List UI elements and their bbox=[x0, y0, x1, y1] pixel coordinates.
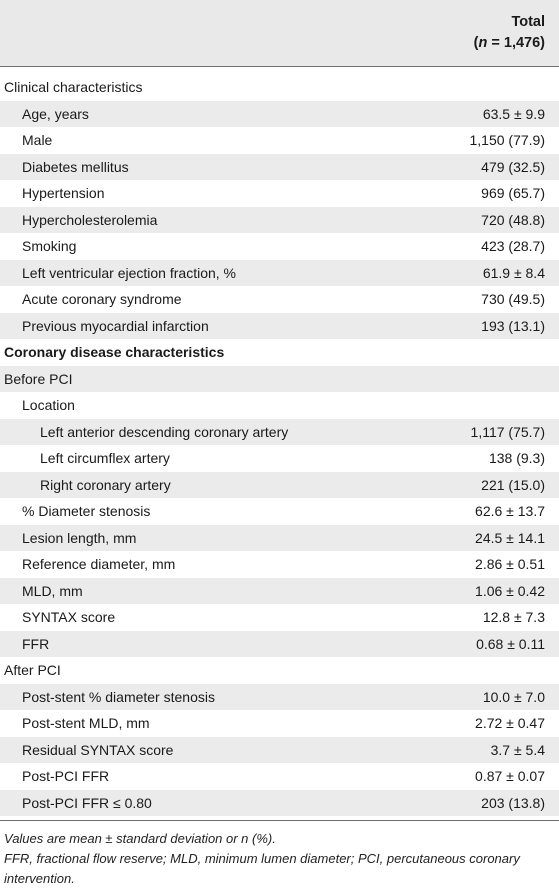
row-label: Left ventricular ejection fraction, % bbox=[22, 264, 236, 281]
header-rule bbox=[0, 66, 559, 67]
row-label: Residual SYNTAX score bbox=[22, 741, 174, 758]
row-value: 0.87 ± 0.07 bbox=[475, 768, 545, 784]
row-value: 730 (49.5) bbox=[481, 291, 545, 307]
row-label: Post-PCI FFR ≤ 0.80 bbox=[22, 794, 152, 811]
row-label: Before PCI bbox=[4, 370, 73, 387]
total-n bbox=[474, 33, 545, 54]
row-label: Lesion length, mm bbox=[22, 529, 137, 546]
row-label: Diabetes mellitus bbox=[22, 158, 129, 175]
table-row bbox=[0, 763, 559, 790]
table-row bbox=[0, 233, 559, 260]
table-row bbox=[0, 419, 559, 446]
row-value: 221 (15.0) bbox=[481, 476, 545, 493]
row-label: After PCI bbox=[4, 662, 61, 678]
n-prefix: ( bbox=[473, 35, 479, 51]
row-label: % Diameter stenosis bbox=[22, 503, 151, 519]
table-row bbox=[0, 472, 559, 499]
row-value: 63.5 ± 9.9 bbox=[482, 105, 545, 122]
row-label: Hypertension bbox=[22, 185, 105, 201]
row-label: Right coronary artery bbox=[40, 476, 171, 493]
row-value: 62.6 ± 13.7 bbox=[475, 503, 545, 519]
table-row bbox=[0, 260, 559, 287]
table-row bbox=[0, 551, 559, 578]
row-label: FFR bbox=[22, 635, 50, 652]
row-value: 720 (48.8) bbox=[481, 211, 545, 228]
row-label: Clinical characteristics bbox=[4, 79, 143, 95]
row-label: SYNTAX score bbox=[22, 609, 116, 625]
table-row bbox=[0, 684, 559, 711]
table-row bbox=[0, 445, 559, 472]
table-body bbox=[0, 74, 559, 816]
table-row bbox=[0, 710, 559, 737]
table-row bbox=[0, 101, 559, 128]
row-value: 3.7 ± 5.4 bbox=[490, 741, 545, 758]
row-value: 61.9 ± 8.4 bbox=[482, 264, 545, 281]
row-label: Previous myocardial infarction bbox=[22, 317, 209, 334]
table-row bbox=[0, 604, 559, 631]
table-row bbox=[0, 392, 559, 419]
table-row bbox=[0, 286, 559, 313]
row-label: Male bbox=[22, 132, 53, 148]
row-value: 203 (13.8) bbox=[481, 794, 545, 811]
row-value: 1.06 ± 0.42 bbox=[475, 582, 545, 599]
row-label: Left anterior descending coronary artery bbox=[40, 423, 289, 440]
table-row bbox=[0, 127, 559, 154]
table-row bbox=[0, 578, 559, 605]
table-row bbox=[0, 180, 559, 207]
row-value: 1,150 (77.9) bbox=[469, 132, 545, 148]
row-value: 138 (9.3) bbox=[488, 450, 545, 466]
row-value: 423 (28.7) bbox=[481, 238, 545, 254]
table-row bbox=[0, 631, 559, 658]
table-row bbox=[0, 737, 559, 764]
table-row bbox=[0, 525, 559, 552]
table-row bbox=[0, 74, 559, 101]
table-row bbox=[0, 498, 559, 525]
table-row bbox=[0, 366, 559, 393]
footnote-abbreviations: FFR, fractional flow reserve; MLD, minimum lumen diameter; PCI, percutaneous coronary intervention. bbox=[4, 851, 520, 886]
table-row bbox=[0, 657, 559, 684]
n-value: = 1,476) bbox=[487, 35, 545, 51]
n-variable: n bbox=[478, 35, 488, 51]
row-label: MLD, mm bbox=[22, 582, 83, 599]
row-label: Location bbox=[22, 397, 75, 413]
table-header bbox=[0, 0, 559, 66]
table-row bbox=[0, 207, 559, 234]
table-row bbox=[0, 339, 559, 366]
row-label: Left circumflex artery bbox=[40, 450, 170, 466]
row-label: Acute coronary syndrome bbox=[22, 291, 182, 307]
row-value: 479 (32.5) bbox=[481, 158, 545, 175]
row-label: Age, years bbox=[22, 105, 89, 122]
row-value: 0.68 ± 0.11 bbox=[476, 635, 545, 652]
row-label: Post-PCI FFR bbox=[22, 768, 110, 784]
row-value: 1,117 (75.7) bbox=[470, 423, 545, 440]
row-label: Reference diameter, mm bbox=[22, 556, 176, 572]
row-label: Hypercholesterolemia bbox=[22, 211, 158, 228]
footnote-values: Values are mean ± standard deviation or n (%). bbox=[4, 831, 276, 846]
table-row bbox=[0, 790, 559, 817]
row-value: 969 (65.7) bbox=[481, 185, 545, 201]
total-label: Total bbox=[511, 14, 545, 30]
row-label: Post-stent % diameter stenosis bbox=[22, 688, 215, 705]
row-label: Smoking bbox=[22, 238, 77, 254]
row-label: Coronary disease characteristics bbox=[4, 344, 225, 360]
total-column-header bbox=[474, 12, 545, 54]
table-footnotes bbox=[4, 829, 552, 889]
row-label: Post-stent MLD, mm bbox=[22, 715, 150, 731]
table-row bbox=[0, 154, 559, 181]
row-value: 12.8 ± 7.3 bbox=[482, 609, 545, 625]
bottom-rule bbox=[0, 820, 559, 821]
table-row bbox=[0, 313, 559, 340]
row-value: 24.5 ± 14.1 bbox=[475, 529, 545, 546]
row-value: 10.0 ± 7.0 bbox=[482, 688, 545, 705]
row-value: 2.72 ± 0.47 bbox=[475, 715, 545, 731]
row-value: 2.86 ± 0.51 bbox=[475, 556, 545, 572]
row-value: 193 (13.1) bbox=[481, 317, 545, 334]
